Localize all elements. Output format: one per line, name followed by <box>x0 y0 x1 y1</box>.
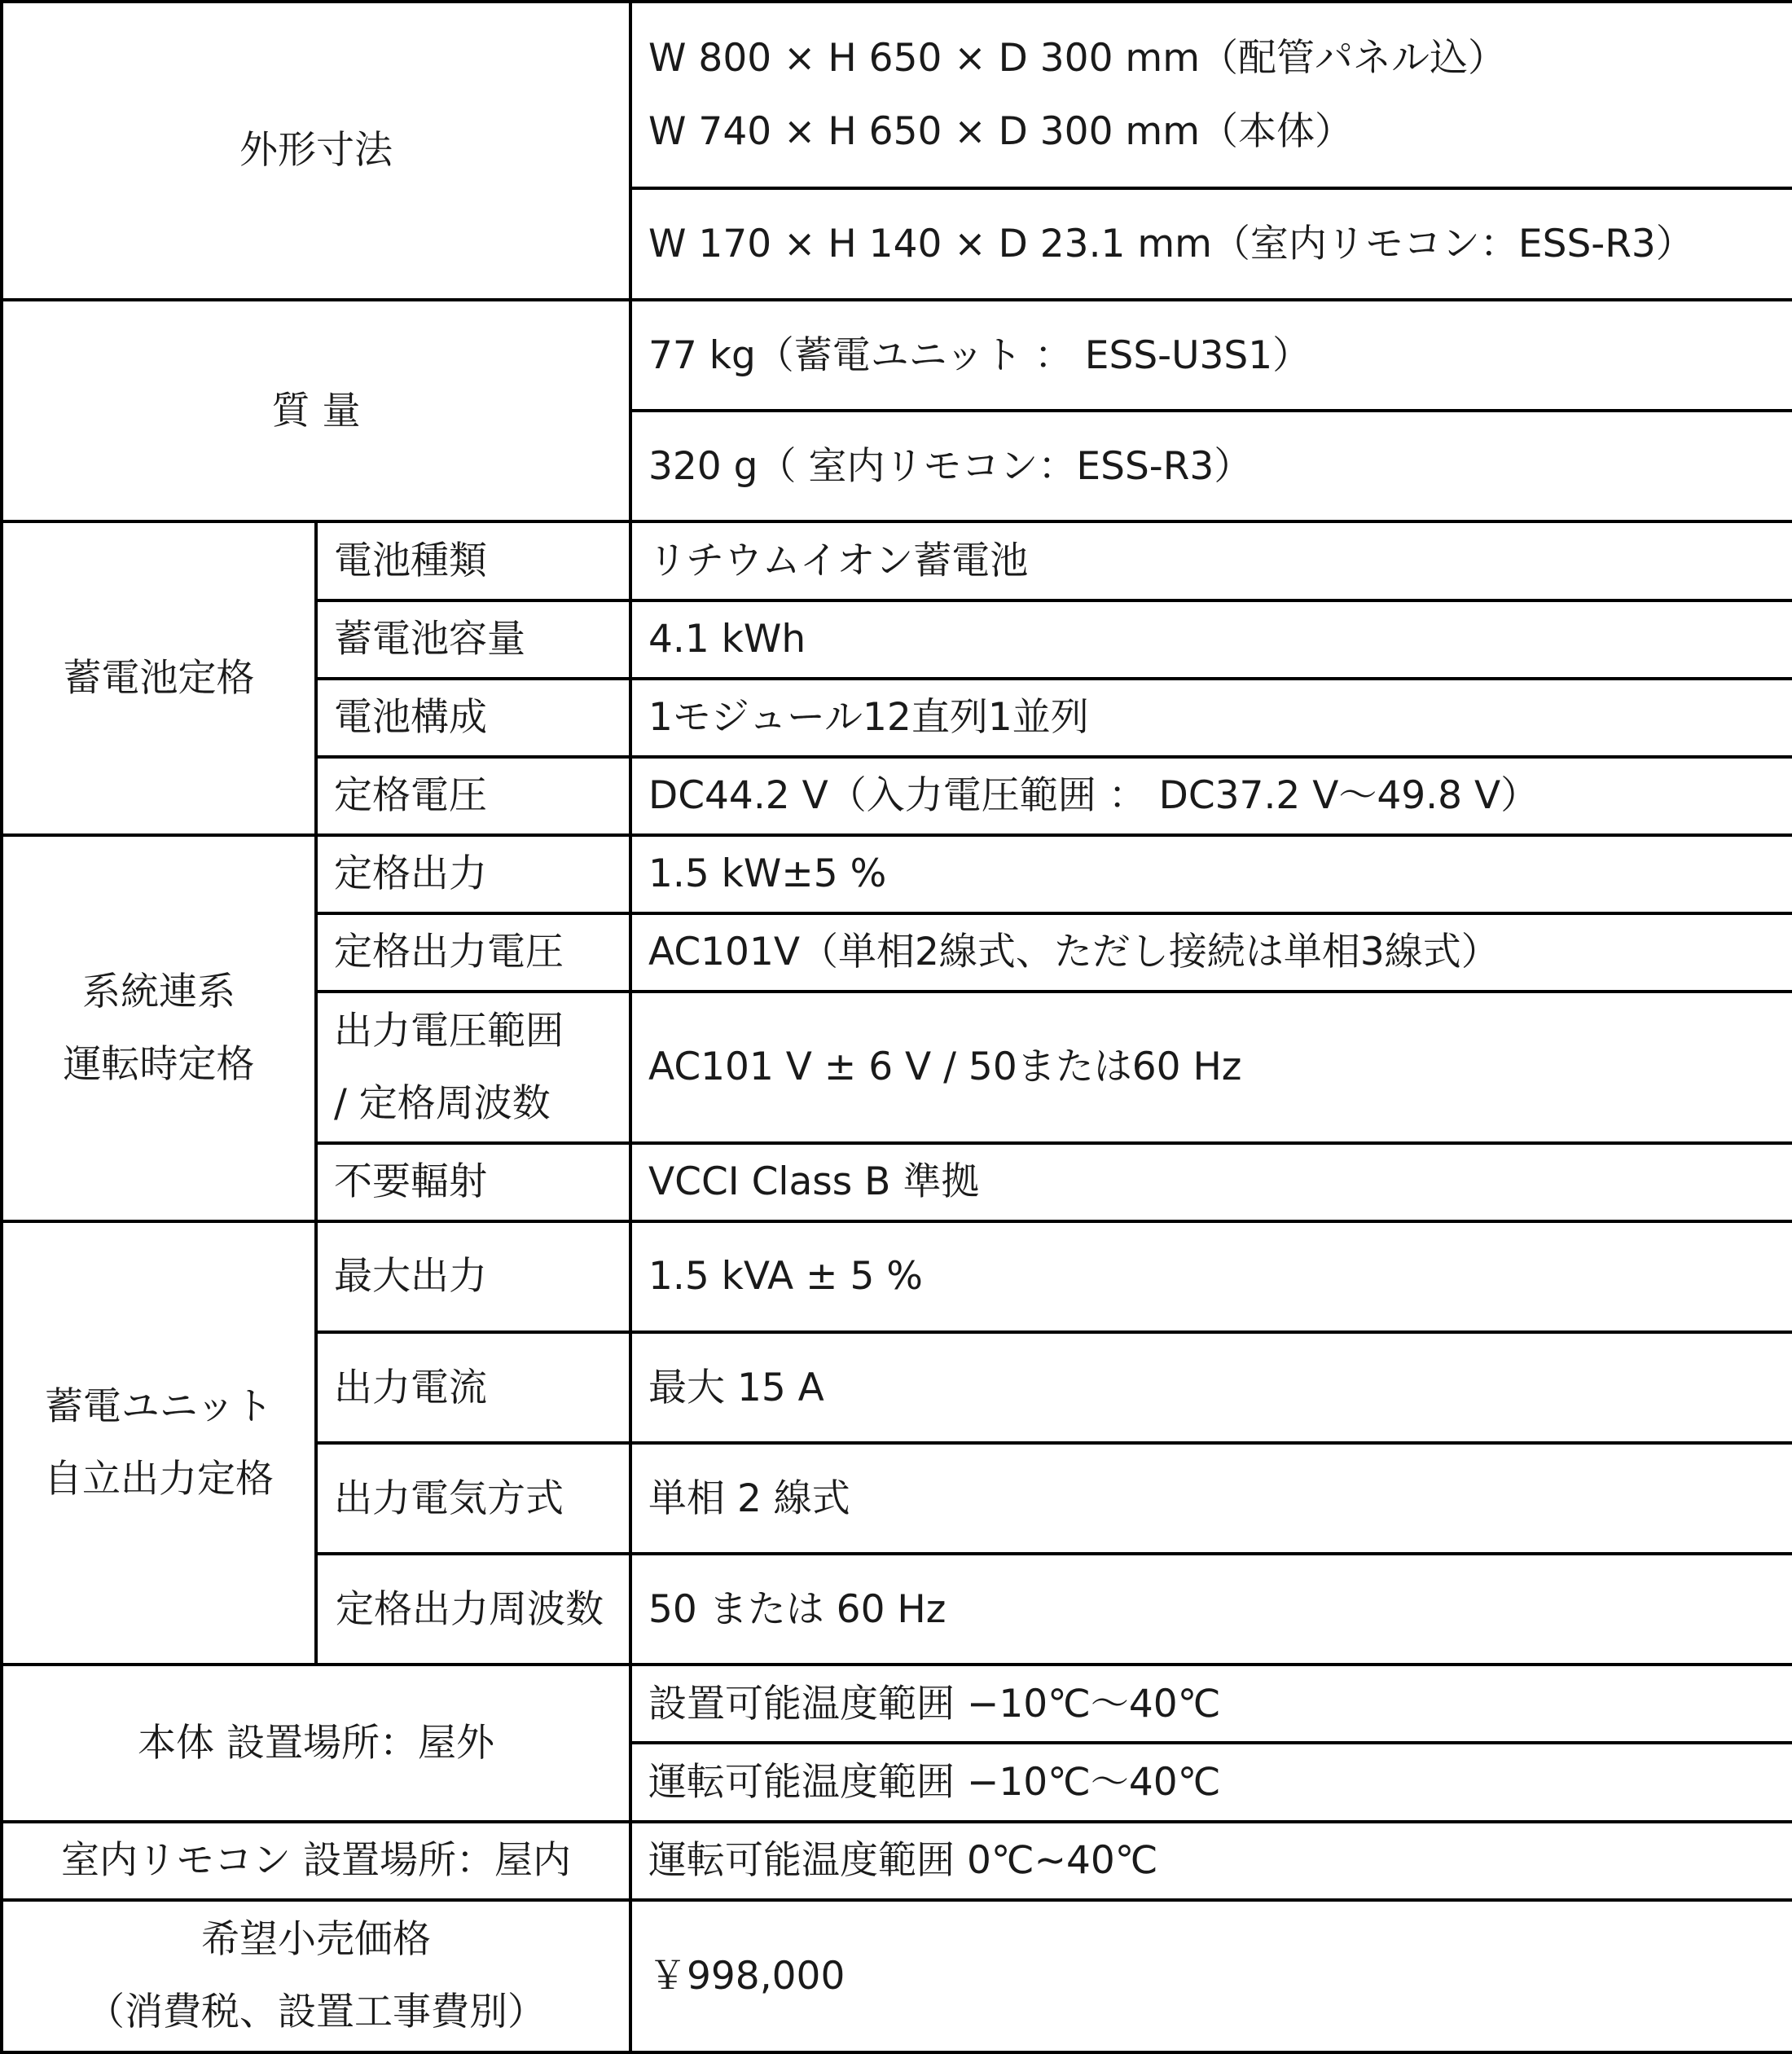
standalone-max-output-label: 最大出力 <box>316 1221 630 1332</box>
dimensions-remote-value: W 170 × H 140 × D 23.1 mm（室内リモコン：ESS-R3） <box>630 188 1792 300</box>
grid-output-value: 1.5 kW±5 % <box>630 835 1792 913</box>
table-row <box>2 300 1792 411</box>
standalone-label-line2: 自立出力定格 <box>44 1457 274 1502</box>
outdoor-operate-temp: 運転可能温度範囲 −10℃〜40℃ <box>630 1743 1792 1821</box>
price-value: ￥998,000 <box>630 1900 1792 2052</box>
table-row <box>2 1221 1792 1332</box>
battery-config-value: 1モジュール12直列1並列 <box>630 679 1792 757</box>
standalone-label <box>2 1221 316 1665</box>
battery-capacity-value: 4.1 kWh <box>630 600 1792 679</box>
standalone-label-line1: 蓄電ユニット <box>44 1383 274 1429</box>
dimensions-label: 外形寸法 <box>2 2 630 300</box>
outdoor-label: 本体 設置場所：屋外 <box>2 1665 630 1821</box>
table-row <box>2 521 1792 600</box>
mass-label: 質 量 <box>2 300 630 521</box>
dimensions-line2: W 740 × H 650 × D 300 mm（本体） <box>648 108 1353 154</box>
standalone-max-output-value: 1.5 kVA ± 5 % <box>630 1221 1792 1332</box>
price-label <box>2 1900 630 2052</box>
battery-voltage-label: 定格電圧 <box>316 757 630 835</box>
grid-label-line1: 系統連系 <box>82 969 235 1014</box>
indoor-operate-temp: 運転可能温度範囲 0℃~40℃ <box>630 1822 1792 1900</box>
dimensions-line1: W 800 × H 650 × D 300 mm（配管パネル込） <box>648 36 1506 81</box>
grid-emission-label: 不要輻射 <box>316 1143 630 1221</box>
grid-emission-value: VCCI Class B 準拠 <box>630 1143 1792 1221</box>
standalone-current-label: 出力電流 <box>316 1332 630 1443</box>
standalone-current-value: 最大 15 A <box>630 1332 1792 1443</box>
grid-range-value: AC101 V ± 6 V / 50または60 Hz <box>630 992 1792 1143</box>
grid-output-label: 定格出力 <box>316 835 630 913</box>
table-row <box>2 1822 1792 1900</box>
dimensions-value <box>630 2 1792 188</box>
indoor-label: 室内リモコン 設置場所：屋内 <box>2 1822 630 1900</box>
standalone-method-label: 出力電気方式 <box>316 1443 630 1554</box>
grid-voltage-value: AC101V（単相2線式、ただし接続は単相3線式） <box>630 913 1792 992</box>
standalone-method-value: 単相 2 線式 <box>630 1443 1792 1554</box>
battery-capacity-label: 蓄電池容量 <box>316 600 630 679</box>
price-label-line1: 希望小売価格 <box>201 1917 431 1962</box>
mass-unit-value: 77 kg（蓄電ユニット ： ESS-U3S1） <box>630 300 1792 411</box>
table-row <box>2 2 1792 188</box>
battery-type-label: 電池種類 <box>316 521 630 600</box>
battery-voltage-value: DC44.2 V（入力電圧範囲 ： DC37.2 V〜49.8 V） <box>630 757 1792 835</box>
grid-voltage-label: 定格出力電圧 <box>316 913 630 992</box>
table-row <box>2 1900 1792 2052</box>
standalone-frequency-label: 定格出力周波数 <box>316 1554 630 1665</box>
grid-label-line2: 運転時定格 <box>63 1041 255 1087</box>
grid-label <box>2 835 316 1221</box>
table-row <box>2 1665 1792 1743</box>
battery-config-label: 電池構成 <box>316 679 630 757</box>
table-row <box>2 835 1792 913</box>
mass-remote-value: 320 g（ 室内リモコン：ESS-R3） <box>630 411 1792 521</box>
standalone-frequency-value: 50 または 60 Hz <box>630 1554 1792 1665</box>
grid-range-label-line2: / 定格周波数 <box>334 1080 551 1126</box>
grid-range-label <box>316 992 630 1143</box>
grid-range-label-line1: 出力電圧範囲 <box>334 1008 564 1053</box>
battery-label: 蓄電池定格 <box>2 521 316 834</box>
battery-type-value: リチウムイオン蓄電池 <box>630 521 1792 600</box>
outdoor-install-temp: 設置可能温度範囲 −10℃〜40℃ <box>630 1665 1792 1743</box>
price-label-line2: （消費税、設置工事費別） <box>86 1990 546 2035</box>
